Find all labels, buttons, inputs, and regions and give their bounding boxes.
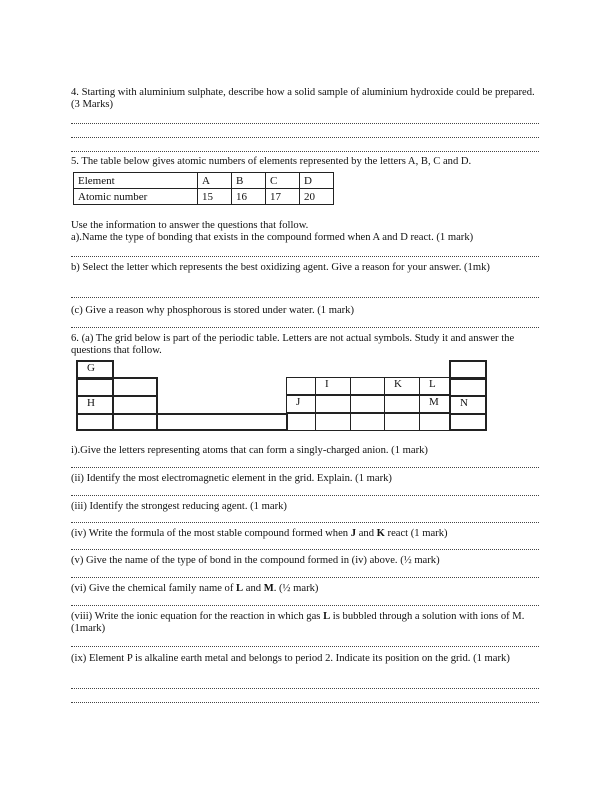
q6-intro: 6. (a) The grid below is part of the periodic table. Letters are not actual symbols. Study it and answer the questions that follow.	[71, 333, 515, 356]
grid-cell	[384, 395, 420, 413]
q6v-text: (v) Give the name of the type of bond in the compound formed in (iv) above. (½ mark)	[71, 555, 440, 566]
answer-line[interactable]	[71, 702, 539, 703]
grid-cell	[286, 377, 316, 395]
answer-line[interactable]	[71, 327, 539, 328]
grid-cell	[112, 377, 158, 397]
q5-intro: 5. The table below gives atomic numbers of elements represented by the letters A, B, C and D.	[71, 156, 472, 167]
table-cell: B	[232, 173, 266, 189]
table-cell: A	[198, 173, 232, 189]
q4-text: 4. Starting with aluminium sulphate, describe how a solid sample of aluminium hydroxide could be prepared. (3 Marks)	[71, 87, 535, 110]
table-cell: 16	[232, 189, 266, 205]
q6iv-text	[71, 528, 539, 540]
grid-cell-J: J	[286, 395, 316, 413]
q6iv-k: K	[376, 528, 385, 539]
q6viii-pre: (viii) Write the ionic equation for the reaction in which gas	[71, 611, 324, 622]
grid-cell-K: K	[384, 377, 420, 395]
grid-cell-H: H	[76, 395, 114, 415]
grid-cell	[112, 413, 158, 431]
grid-cell-L: L	[419, 377, 451, 395]
grid-cell-N: N	[449, 395, 487, 415]
grid-cell	[156, 413, 288, 431]
answer-line[interactable]	[71, 605, 539, 606]
q6viii-post: is bubbled through a solution with ions of M. (1mark)	[71, 611, 525, 634]
q6vi-mid: and	[243, 583, 264, 594]
element-table	[73, 172, 334, 205]
answer-line[interactable]	[71, 297, 539, 298]
table-cell: C	[266, 173, 300, 189]
q6i-text: i).Give the letters representing atoms that can form a singly-charged anion. (1 mark)	[71, 445, 428, 456]
q6viii-l: L	[323, 611, 331, 622]
grid-cell-M: M	[419, 395, 451, 413]
table-cell: Atomic number	[74, 189, 198, 205]
q5a-text: a).Name the type of bonding that exists in the compound formed when A and D react. (1 mark)	[71, 232, 474, 243]
table-header-row	[74, 173, 334, 189]
q6vi-l: L	[236, 583, 244, 594]
answer-line[interactable]	[71, 137, 539, 138]
q6vi-text	[71, 583, 539, 595]
q5-use-info: Use the information to answer the questions that follow.	[71, 220, 309, 231]
q5c-text: (c) Give a reason why phosphorous is stored under water. (1 mark)	[71, 305, 355, 316]
q6vi-m: M	[263, 583, 274, 594]
answer-line[interactable]	[71, 467, 539, 468]
grid-cell	[112, 395, 158, 415]
answer-line[interactable]	[71, 646, 539, 647]
q6vi-post: . (½ mark)	[273, 583, 319, 594]
q6ix-text: (ix) Element P is alkaline earth metal and belongs to period 2. Indicate its position on the grid. (1 mark)	[71, 653, 510, 664]
answer-line[interactable]	[71, 577, 539, 578]
grid-cell	[286, 413, 316, 431]
grid-cell	[350, 395, 385, 413]
answer-line[interactable]	[71, 688, 539, 689]
grid-cell	[449, 377, 487, 397]
q6iv-pre: (iv) Write the formula of the most stable compound formed when	[71, 528, 351, 539]
grid-cell	[350, 377, 385, 395]
grid-cell	[384, 413, 420, 431]
table-cell: 20	[300, 189, 334, 205]
q6iv-j: J	[350, 528, 357, 539]
q6iv-post: react (1 mark)	[384, 528, 448, 539]
q6iv-mid: and	[356, 528, 377, 539]
q5b-text: b) Select the letter which represents the best oxidizing agent. Give a reason for your answer. (1mk)	[71, 262, 490, 273]
grid-cell	[315, 395, 351, 413]
table-cell: 15	[198, 189, 232, 205]
q6vi-pre: (vi) Give the chemical family name of	[71, 583, 237, 594]
answer-line[interactable]	[71, 522, 539, 523]
grid-cell-G: G	[76, 360, 114, 380]
table-cell: 17	[266, 189, 300, 205]
q6ii-text: (ii) Identify the most electromagnetic element in the grid. Explain. (1 mark)	[71, 473, 392, 484]
answer-line[interactable]	[71, 256, 539, 257]
q6iii-text: (iii) Identify the strongest reducing agent. (1 mark)	[71, 501, 287, 512]
table-cell: D	[300, 173, 334, 189]
answer-line[interactable]	[71, 123, 539, 124]
grid-cell	[315, 413, 351, 431]
grid-cell-I: I	[315, 377, 351, 395]
grid-cell	[350, 413, 385, 431]
grid-cell	[419, 413, 451, 431]
grid-cell	[76, 377, 114, 397]
answer-line[interactable]	[71, 495, 539, 496]
grid-cell	[76, 413, 114, 431]
answer-line[interactable]	[71, 549, 539, 550]
table-cell: Element	[74, 173, 198, 189]
table-row	[74, 189, 334, 205]
answer-line[interactable]	[71, 151, 539, 152]
grid-cell	[449, 413, 487, 431]
q6viii-text	[71, 611, 539, 635]
